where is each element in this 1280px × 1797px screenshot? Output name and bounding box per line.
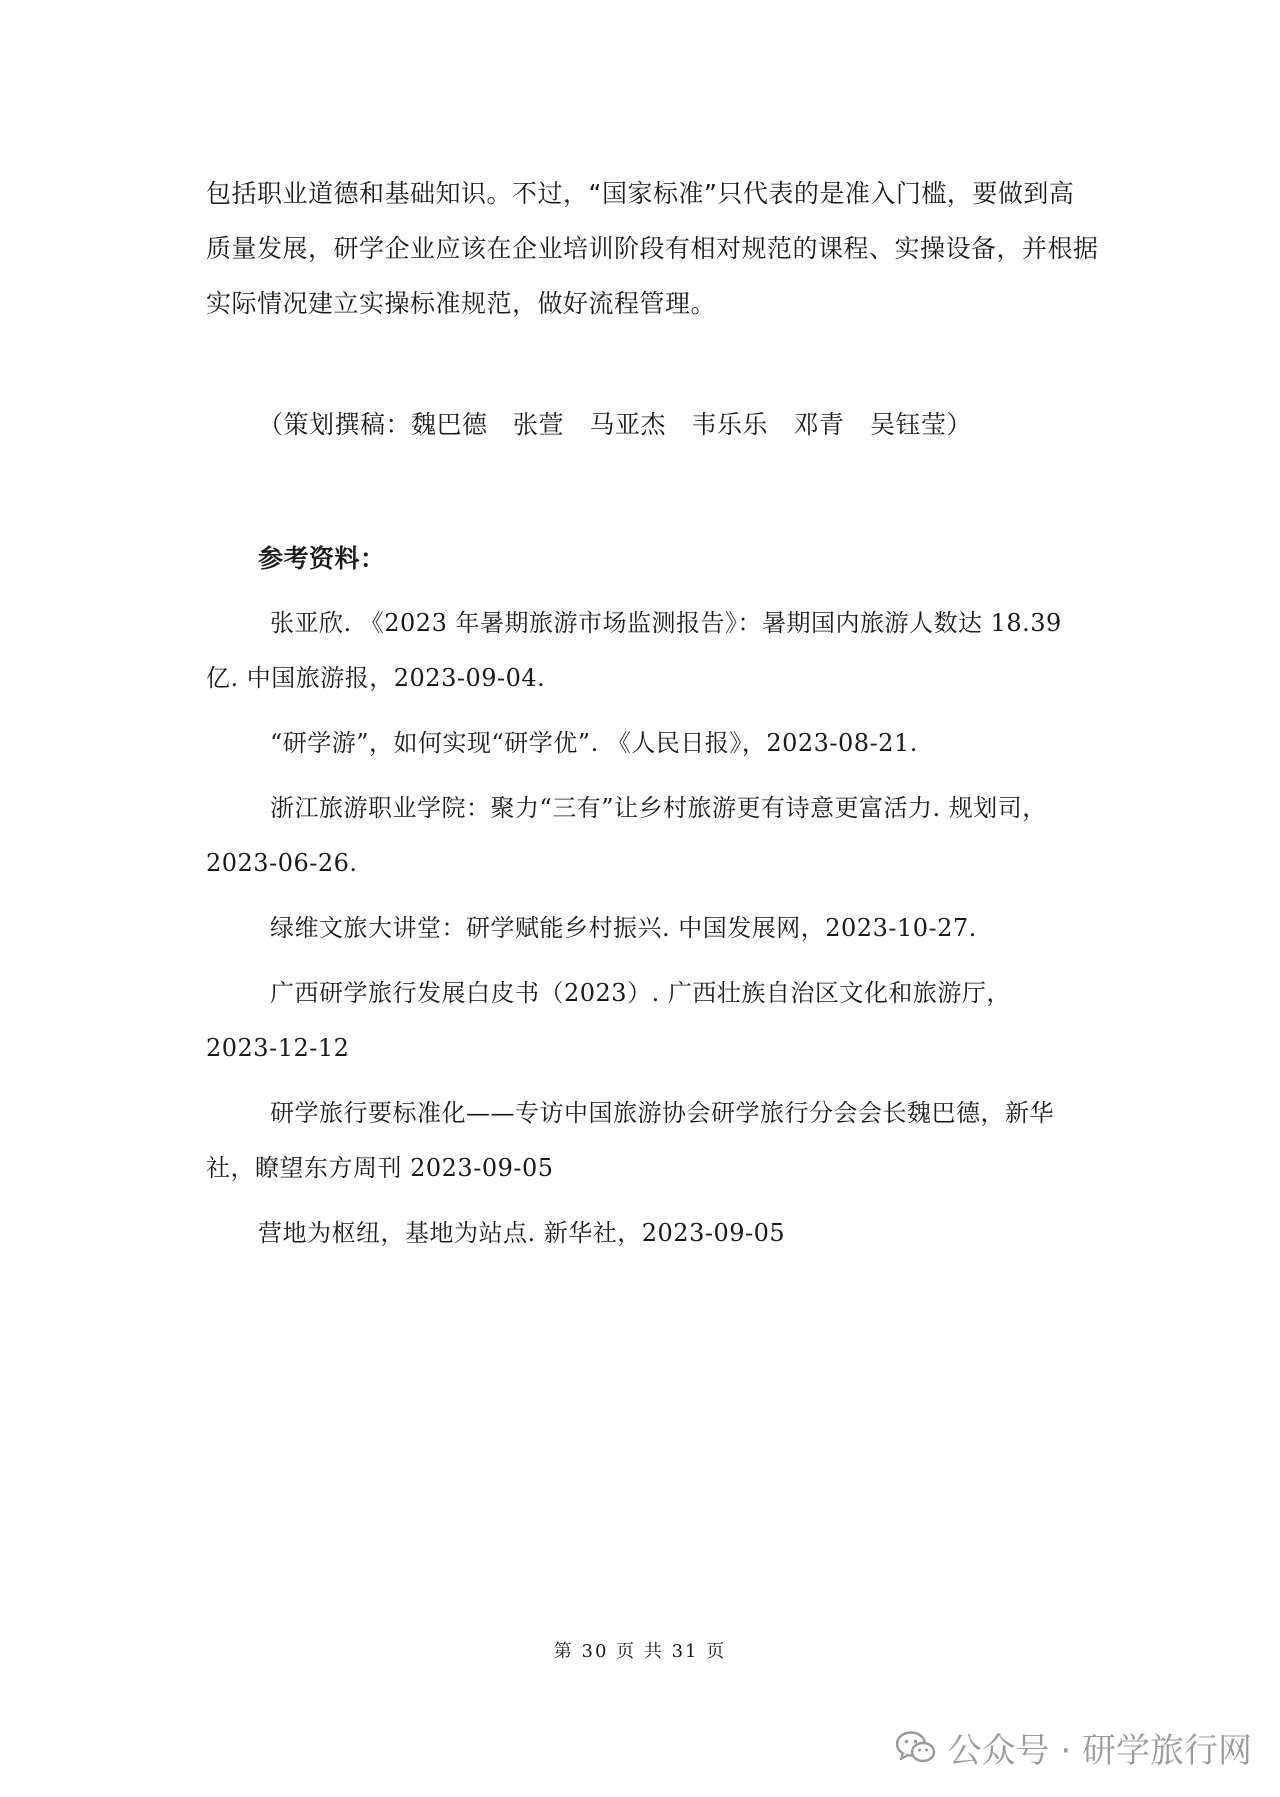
body-line-2: 质量发展，研学企业应该在企业培训阶段有相对规范的课程、实操设备，并根据 <box>206 234 1099 263</box>
reference-2: “研学游”，如何实现“研学优”. 《人民日报》，2023-08-21. <box>270 729 918 757</box>
reference-3-line-2: 2023-06-26. <box>206 849 358 877</box>
reference-5-line-1: 广西研学旅行发展白皮书（2023）. 广西壮族自治区文化和旅游厅， <box>270 979 1011 1007</box>
page-number: 第 30 页 共 31 页 <box>553 1641 727 1662</box>
reference-6-line-2: 社，瞭望东方周刊 2023-09-05 <box>206 1154 554 1182</box>
reference-7: 营地为枢纽，基地为站点. 新华社，2023-09-05 <box>258 1219 786 1247</box>
reference-1-line-1: 张亚欣. 《2023 年暑期旅游市场监测报告》：暑期国内旅游人数达 18.39 <box>270 609 1062 637</box>
references-heading: 参考资料： <box>258 544 386 573</box>
reference-5-line-2: 2023-12-12 <box>206 1034 350 1062</box>
reference-6-line-1: 研学旅行要标准化——专访中国旅游协会研学旅行分会会长魏巴德，新华 <box>270 1099 1054 1127</box>
reference-3-line-1: 浙江旅游职业学院：聚力“三有”让乡村旅游更有诗意更富活力. 规划司， <box>270 794 1047 822</box>
wechat-icon <box>896 1731 936 1765</box>
body-line-1: 包括职业道德和基础知识。不过，“国家标准”只代表的是准入门槛，要做到高 <box>206 179 1075 208</box>
reference-4: 绿维文旅大讲堂：研学赋能乡村振兴. 中国发展网，2023-10-27. <box>270 914 977 942</box>
author-credit: （策划撰稿：魏巴德 张萱 马亚杰 韦乐乐 邓青 吴钰莹） <box>258 410 973 439</box>
watermark-text: 公众号 · 研学旅行网 <box>947 1731 1252 1771</box>
body-line-3: 实际情况建立实操标准规范，做好流程管理。 <box>206 289 717 318</box>
reference-1-line-2: 亿. 中国旅游报，2023-09-04. <box>206 664 546 692</box>
wechat-watermark <box>896 1723 1252 1772</box>
